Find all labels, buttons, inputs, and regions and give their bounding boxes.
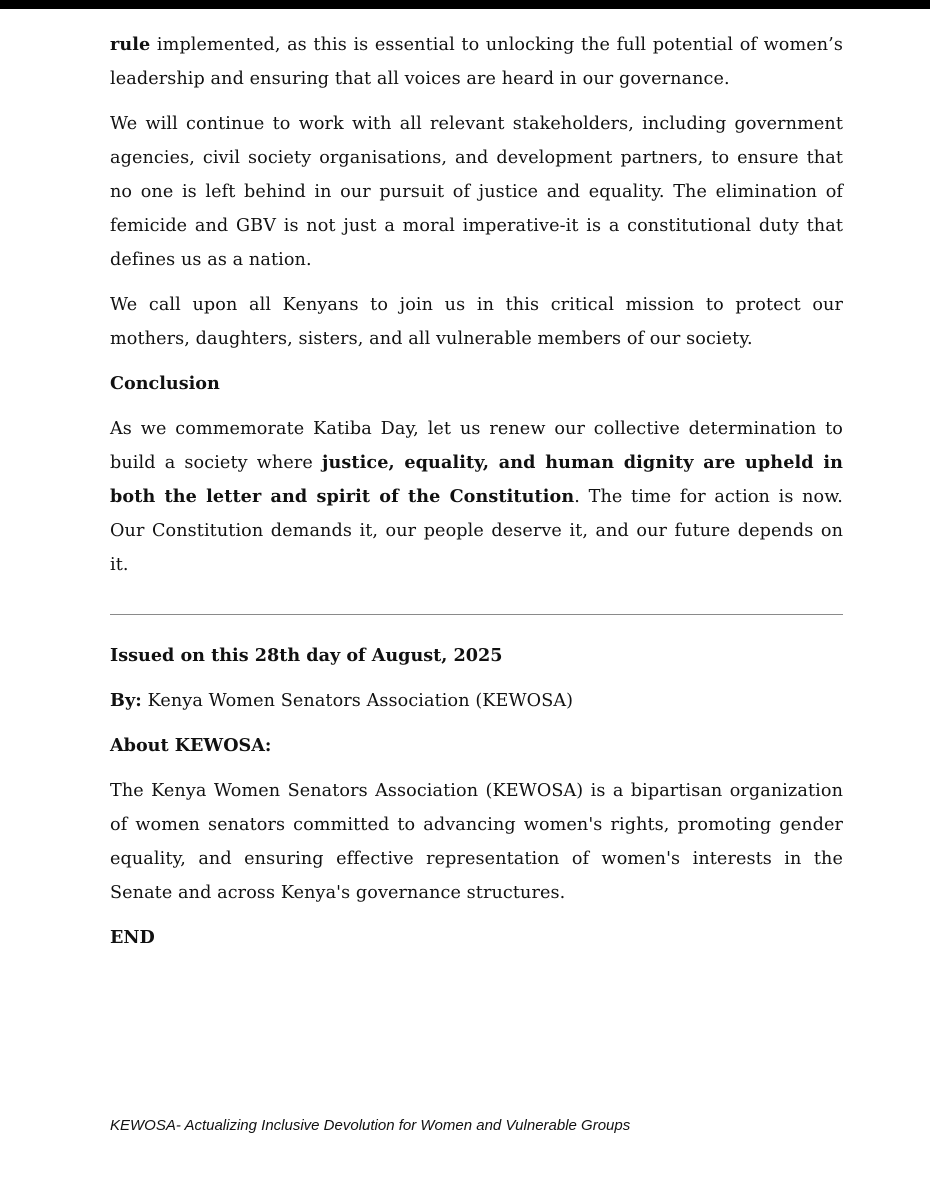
by-label: By: <box>110 690 142 711</box>
paragraph-rule-implemented <box>110 28 843 96</box>
top-border-bar <box>0 0 930 9</box>
about-heading: About KEWOSA: <box>110 735 272 756</box>
paragraph-call-upon-kenyans: We call upon all Kenyans to join us in this critical mission to protect our mothers, daughters, sisters, and all vulnerable members of our society. <box>110 295 843 349</box>
issued-by <box>110 684 843 718</box>
paragraph-stakeholders: We will continue to work with all relevant stakeholders, including government agencies, civil society organisations, and development partners, to ensure that no one is left behind in our pursuit of justice and equality. The elimination of femicide and GBV is not just a moral imperative-it is a constitutional duty that defines us as a nation. <box>110 114 843 270</box>
section-divider <box>110 614 843 615</box>
end-marker: END <box>110 927 155 948</box>
conclusion-paragraph <box>110 412 843 582</box>
paragraph-1-text: implemented, as this is essential to unlocking the full potential of women’s leadership and ensuring that all voices are heard in our governance. <box>110 35 843 89</box>
page-footer: KEWOSA- Actualizing Inclusive Devolution for Women and Vulnerable Groups <box>110 1117 631 1134</box>
bold-lead-rule: rule <box>110 34 151 55</box>
about-paragraph: The Kenya Women Senators Association (KEWOSA) is a bipartisan organization of women senators committed to advancing women's rights, promoting gender equality, and ensuring effective representation of women's interests in the Senate and across Kenya's governance structures. <box>110 781 843 903</box>
document-page <box>110 28 843 966</box>
conclusion-heading: Conclusion <box>110 373 220 394</box>
conclusion-text-before: As we commemorate Katiba Day, let us renew our collective determination to build a society where <box>110 419 843 473</box>
by-value: Kenya Women Senators Association (KEWOSA) <box>141 691 574 711</box>
conclusion-text-after: . The time for action is now. Our Constitution demands it, our people deserve it, and our future depends on it. <box>110 487 843 575</box>
issued-date: Issued on this 28th day of August, 2025 <box>110 645 503 666</box>
conclusion-bold-text: justice, equality, and human dignity are upheld in both the letter and spirit of the Constitution <box>110 452 843 507</box>
